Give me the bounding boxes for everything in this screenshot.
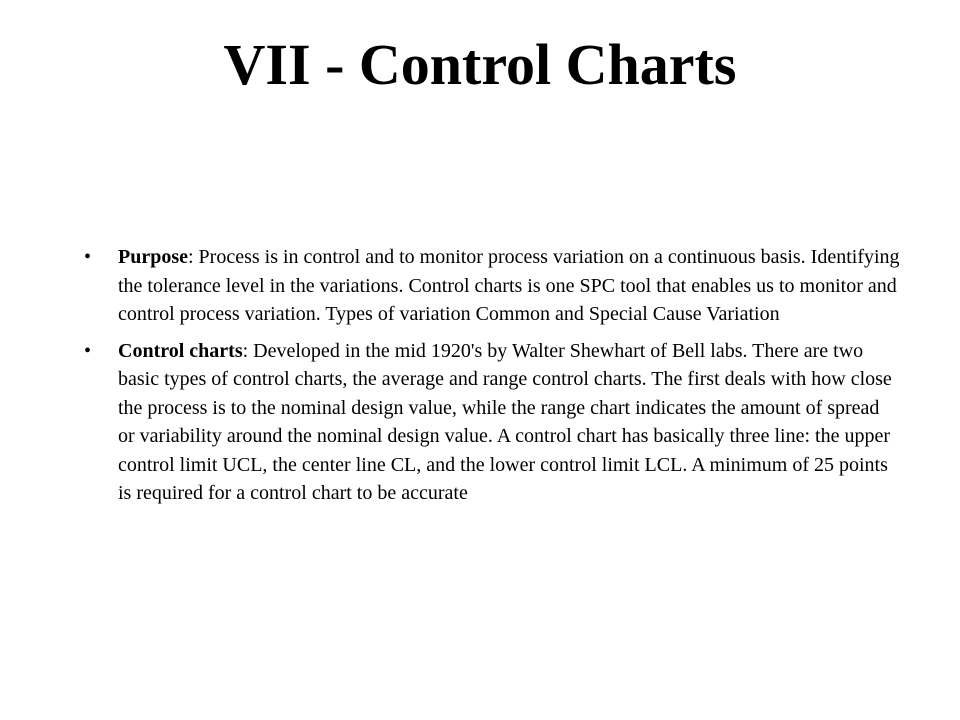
bullet-dot-icon: • (84, 246, 92, 268)
bullet-purpose (80, 243, 900, 329)
bullet-dot-icon: • (84, 339, 92, 362)
bullet-term: Control charts (118, 339, 243, 362)
bullet-list (80, 243, 900, 516)
bullet-term: Purpose (118, 246, 188, 268)
bullet-text: : Developed in the mid 1920's by Walter Shewhart of Bell labs. There are two basic types of control charts, the average and range control charts. The first deals with how close the process is to the nominal design value, while the range chart indicates the amount of spread or variability around the nominal design value. A control chart has basically three line: the upper control limit UCL, the center line CL, and the lower control limit LCL. A minimum of 25 points is required for a control chart to be accurate (118, 339, 892, 504)
bullet-control-charts (80, 337, 900, 508)
bullet-text: : Process is in control and to monitor process variation on a continuous basis. Identifying the tolerance level in the variations. Control charts is one SPC tool that enables us to monitor and control process variation. Types of variation Common and Special Cause Variation (118, 246, 900, 325)
slide-title: VII - Control Charts (223, 32, 737, 97)
